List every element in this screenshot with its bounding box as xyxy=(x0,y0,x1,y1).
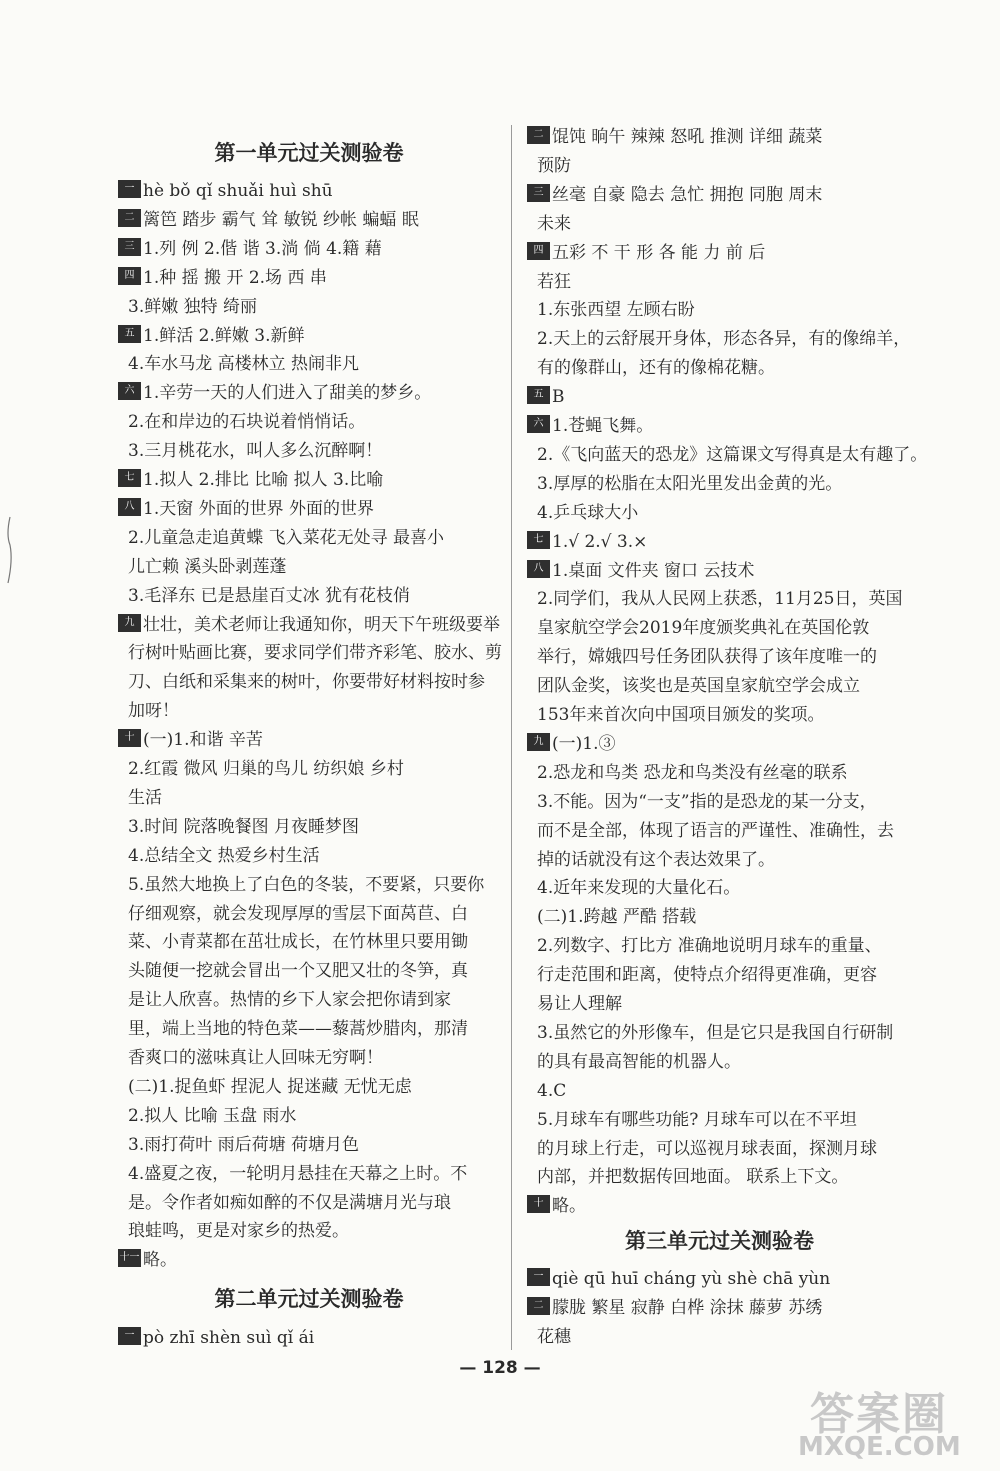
answer-line xyxy=(527,588,902,610)
answer-line xyxy=(527,1138,877,1160)
answer-line xyxy=(527,849,775,871)
answer-text: hè bǒ qǐ shuǎi huì shū xyxy=(143,181,333,201)
question-number-marker: 十一 xyxy=(118,1249,141,1267)
answer-text: (二)1.捉鱼虾 捏泥人 捉迷藏 无忧无虑 xyxy=(128,1076,412,1097)
answer-text: qiè qū huī chánɡ yù shè chā yùn xyxy=(552,1269,831,1289)
binding-mark xyxy=(4,515,14,585)
answer-line xyxy=(118,469,383,491)
answer-text: B xyxy=(552,387,565,408)
answer-text: 琅蛙鸣，更是对家乡的热爱。 xyxy=(128,1221,349,1242)
answer-line xyxy=(527,704,824,726)
question-number-marker: 三 xyxy=(527,184,550,202)
answer-text: 3.不能。因为“一支”指的是恐龙的某一分支， xyxy=(537,791,877,812)
answer-line xyxy=(527,762,848,784)
answer-line xyxy=(118,1192,451,1214)
answer-text: 生活 xyxy=(128,787,162,808)
answer-line xyxy=(118,180,333,202)
answer-text: 2.恐龙和鸟类 恐龙和鸟类没有丝毫的联系 xyxy=(537,762,848,783)
answer-text: 4.乒乓球大小 xyxy=(537,502,639,523)
answer-line xyxy=(527,155,571,177)
answer-line xyxy=(527,1268,830,1290)
answer-line xyxy=(118,1163,467,1185)
answer-line xyxy=(527,299,695,321)
answer-text: 皇家航空学会2019年度颁奖典礼在英国伦敦 xyxy=(537,618,870,639)
answer-text: 行树叶贴画比赛，要求同学们带齐彩笔、胶水、剪 xyxy=(128,643,502,664)
answer-text: (二)1.跨越 严酷 搭载 xyxy=(537,907,697,928)
question-number-marker: 一 xyxy=(118,180,141,198)
question-number-marker: 六 xyxy=(527,415,550,433)
answer-line xyxy=(527,242,765,264)
answer-line xyxy=(118,382,431,404)
question-number-marker: 五 xyxy=(118,325,141,343)
answer-text: 153年来首次向中国项目颁发的奖项。 xyxy=(537,705,825,725)
answer-line xyxy=(527,1297,822,1319)
answer-line xyxy=(527,502,638,524)
answer-line xyxy=(118,700,179,722)
answer-line xyxy=(527,213,571,235)
question-number-marker: 七 xyxy=(118,469,141,487)
answer-line xyxy=(527,820,894,842)
answer-text: 的具有最高智能的机器人。 xyxy=(537,1051,741,1072)
watermark-logo xyxy=(798,1378,988,1466)
answer-text: 是。令作者如痴如醉的不仅是满塘月光与琅 xyxy=(128,1192,451,1213)
answer-text: 1.种 摇 搬 开 2.场 西 串 xyxy=(143,267,327,288)
watermark-en: MXQE.COM xyxy=(798,1432,961,1462)
question-number-marker: 九 xyxy=(527,733,550,751)
answer-line xyxy=(527,675,860,697)
answer-text: 掉的话就没有这个表达效果了。 xyxy=(537,849,775,870)
answer-line xyxy=(527,791,877,813)
answer-text: 丝毫 自豪 隐去 急忙 拥抱 同胞 周末 xyxy=(552,184,823,205)
answer-text: (一)1.和谐 辛苦 xyxy=(143,730,263,751)
answer-line xyxy=(118,1249,177,1271)
answer-line xyxy=(527,1080,566,1102)
answer-line xyxy=(527,386,565,408)
answer-text: 朦胧 繁星 寂静 白桦 涂抹 藤萝 苏绣 xyxy=(552,1297,823,1318)
answer-text: 1.苍蝇飞舞。 xyxy=(552,416,654,436)
answer-line xyxy=(118,787,162,809)
answer-text: 1.拟人 2.排比 比喻 拟人 3.比喻 xyxy=(143,470,384,490)
question-number-marker: 三 xyxy=(118,238,141,256)
answer-line xyxy=(118,614,500,636)
answer-text: 有的像群山，还有的像棉花糖。 xyxy=(537,358,775,379)
answer-line xyxy=(527,1166,848,1188)
answer-text: 3.鲜嫩 独特 绮丽 xyxy=(128,296,258,317)
answer-line xyxy=(118,238,382,260)
answer-line xyxy=(118,1327,314,1349)
answer-text: 3.雨打荷叶 雨后荷塘 荷塘月色 xyxy=(128,1134,360,1155)
answer-text: 3.虽然它的外形像车，但是它只是我国自行研制 xyxy=(537,1022,894,1043)
question-number-marker: 一 xyxy=(118,1327,141,1345)
answer-line xyxy=(118,874,484,896)
question-number-marker: 一 xyxy=(527,1268,550,1286)
answer-text: 内部，并把数据传回地面。 联系上下文。 xyxy=(537,1167,849,1188)
answer-line xyxy=(118,1018,468,1040)
answer-text: 1.天窗 外面的世界 外面的世界 xyxy=(143,498,375,519)
answer-line xyxy=(527,560,754,582)
question-number-marker: 十 xyxy=(118,729,141,747)
answer-text: 2.《飞向蓝天的恐龙》这篇课文写得真是太有趣了。 xyxy=(537,444,928,465)
answer-text: 刀、白纸和采集来的树叶，你要带好材料按时参 xyxy=(128,672,485,693)
answer-text: 略。 xyxy=(552,1196,586,1217)
answer-text: 4.C xyxy=(537,1080,567,1101)
answer-text: 3.时间 院落晚餐图 月夜睡梦图 xyxy=(128,816,360,837)
answer-line xyxy=(527,1051,741,1073)
answer-text: 3.毛泽东 已是悬崖百丈冰 犹有花枝俏 xyxy=(128,585,411,606)
answer-line xyxy=(118,903,468,925)
question-number-marker: 二 xyxy=(118,209,141,227)
answer-text: 易让人理解 xyxy=(537,994,622,1014)
answer-line xyxy=(118,1047,383,1069)
answer-line xyxy=(118,960,468,982)
answer-text: 1.东张西望 左顾右盼 xyxy=(537,300,695,321)
answer-text: 头随便一挖就会冒出一个又肥又壮的冬笋，真 xyxy=(128,961,468,982)
answer-line xyxy=(527,1022,893,1044)
answer-line xyxy=(118,267,327,289)
answer-line xyxy=(527,444,927,466)
answer-text: 5.虽然大地换上了白色的冬装，不要紧，只要你 xyxy=(128,874,485,895)
question-number-marker: 八 xyxy=(527,560,550,578)
answer-text: 举行，嫦娥四号任务团队获得了该年度唯一的 xyxy=(537,647,877,668)
answer-line xyxy=(118,989,451,1011)
column-divider xyxy=(511,125,512,1350)
answer-line xyxy=(118,1076,412,1098)
answer-line xyxy=(527,993,622,1015)
answer-text: 馄饨 晌午 辣辣 怒吼 推测 详细 蔬菜 xyxy=(552,127,823,147)
answer-line xyxy=(118,729,263,751)
answer-text: 2.红霞 微风 归巢的鸟儿 纺织娘 乡村 xyxy=(128,759,404,779)
answer-line xyxy=(118,353,359,375)
answer-line xyxy=(118,585,410,607)
answer-line xyxy=(527,473,842,495)
answer-text: 2.在和岸边的石块说着悄悄话。 xyxy=(128,412,366,433)
answer-text: 团队金奖，该奖也是英国皇家航空学会成立 xyxy=(537,676,860,697)
answer-text: 行走范围和距离，使特点介绍得更准确，更容 xyxy=(537,965,877,986)
answer-text: 4.盛夏之夜，一轮明月悬挂在天幕之上时。不 xyxy=(128,1163,468,1184)
question-number-marker: 七 xyxy=(527,531,550,549)
answer-text: 儿亡赖 溪头卧剥莲蓬 xyxy=(128,556,287,577)
answer-text: 若狂 xyxy=(537,271,571,292)
answer-line xyxy=(118,440,382,462)
answer-text: 4.总结全文 热爱乡村生活 xyxy=(128,845,320,866)
answer-line xyxy=(527,328,910,350)
question-number-marker: 五 xyxy=(527,386,550,404)
question-number-marker: 二 xyxy=(527,1297,550,1315)
answer-text: 篱笆 踏步 霸气 耸 敏锐 纱帐 蝙蝠 眠 xyxy=(143,209,419,230)
answer-line xyxy=(527,617,869,639)
answer-line xyxy=(527,1326,571,1348)
question-number-marker: 六 xyxy=(118,382,141,400)
answer-line xyxy=(118,642,502,664)
page-number: — 128 — xyxy=(459,1358,541,1378)
answer-text: 4.近年来发现的大量化石。 xyxy=(537,878,741,899)
answer-text: 是让人欣喜。热情的乡下人家会把你请到家 xyxy=(128,990,451,1011)
answer-text: 2.拟人 比喻 玉盘 雨水 xyxy=(128,1105,297,1126)
question-number-marker: 四 xyxy=(118,267,141,285)
answer-text: 香爽口的滋味真让人回味无穷啊！ xyxy=(128,1048,383,1068)
answer-text: 2.天上的云舒展开身体，形态各异，有的像绵羊， xyxy=(537,329,911,350)
question-number-marker: 四 xyxy=(527,242,550,260)
watermark-cn: 答案圈 xyxy=(810,1389,948,1440)
answer-text: 1.辛劳一天的人们进入了甜美的梦乡。 xyxy=(143,383,432,404)
answer-line xyxy=(527,1195,586,1217)
answer-text: 1.鲜活 2.鲜嫩 3.新鲜 xyxy=(143,325,305,346)
answer-text: 2.同学们，我从人民网上获悉，11月25日，英国 xyxy=(537,589,903,610)
answer-text: 5.月球车有哪些功能? 月球车可以在不平坦 xyxy=(537,1109,857,1130)
answer-text: 未来 xyxy=(537,213,571,234)
answer-line xyxy=(118,296,257,318)
answer-text: 2.列数字、打比方 准确地说明月球车的重量、 xyxy=(537,936,882,957)
answer-text: 4.车水马龙 高楼林立 热闹非凡 xyxy=(128,354,360,375)
answer-line xyxy=(527,415,653,437)
answer-text: 加呀！ xyxy=(128,701,179,722)
answer-line xyxy=(527,357,775,379)
answer-line xyxy=(118,209,419,231)
answer-line xyxy=(118,816,359,838)
section-title: 第二单元过关测验卷 xyxy=(214,1286,404,1311)
answer-text: 仔细观察，就会发现厚厚的雪层下面莴苣、白 xyxy=(128,903,468,924)
answer-line xyxy=(118,931,468,953)
answer-line xyxy=(527,531,647,553)
answer-line xyxy=(118,527,444,549)
answer-text: 而不是全部，体现了语言的严谨性、准确性，去 xyxy=(537,820,894,841)
answer-line xyxy=(527,1109,857,1131)
answer-line xyxy=(527,935,882,957)
answer-line xyxy=(118,556,286,578)
answer-line xyxy=(118,498,374,520)
answer-line xyxy=(527,906,696,928)
answer-text: 1.√ 2.√ 3.× xyxy=(552,531,648,552)
answer-line xyxy=(527,646,877,668)
section-title: 第三单元过关测验卷 xyxy=(625,1228,814,1253)
answer-text: 预防 xyxy=(537,155,571,176)
question-number-marker: 九 xyxy=(118,614,141,632)
answer-text: 五彩 不 干 形 各 能 力 前 后 xyxy=(552,242,766,263)
answer-text: 1.桌面 文件夹 窗口 云技术 xyxy=(552,560,755,581)
answer-line xyxy=(118,845,320,867)
answer-text: 2.儿童急走追黄蝶 飞入菜花无处寻 最喜小 xyxy=(128,527,445,548)
answer-text: 壮壮，美术老师让我通知你，明天下午班级要举 xyxy=(143,614,500,635)
question-number-marker: 八 xyxy=(118,498,141,516)
answer-text: pò zhī shèn suì qǐ ái xyxy=(143,1328,315,1348)
answer-line xyxy=(118,1134,359,1156)
answer-line xyxy=(527,733,615,755)
answer-text: (一)1.③ xyxy=(552,733,616,754)
answer-text: 略。 xyxy=(143,1250,177,1271)
answer-line xyxy=(118,758,404,780)
answer-line xyxy=(118,671,485,693)
answer-text: 的月球上行走，可以巡视月球表面，探测月球 xyxy=(537,1138,877,1159)
answer-text: 里，端上当地的特色菜——藜蒿炒腊肉，那清 xyxy=(128,1019,468,1040)
answer-text: 3.三月桃花水，叫人多么沉醉啊！ xyxy=(128,441,383,462)
answer-line xyxy=(527,877,740,899)
answer-line xyxy=(527,184,822,206)
question-number-marker: 十 xyxy=(527,1195,550,1213)
answer-line xyxy=(527,271,571,293)
answer-text: 花穗 xyxy=(537,1326,571,1347)
section-title: 第一单元过关测验卷 xyxy=(214,140,404,165)
answer-text: 1.列 例 2.偕 谐 3.淌 倘 4.籍 藉 xyxy=(143,238,382,259)
question-number-marker: 二 xyxy=(527,126,550,144)
answer-line xyxy=(527,126,822,148)
answer-line xyxy=(118,1105,296,1127)
answer-line xyxy=(527,964,877,986)
answer-line xyxy=(118,325,304,347)
answer-text: 菜、小青菜都在茁壮成长，在竹林里只要用锄 xyxy=(128,932,468,953)
answer-text: 3.厚厚的松脂在太阳光里发出金黄的光。 xyxy=(537,473,843,494)
answer-line xyxy=(118,411,365,433)
answer-line xyxy=(118,1220,349,1242)
